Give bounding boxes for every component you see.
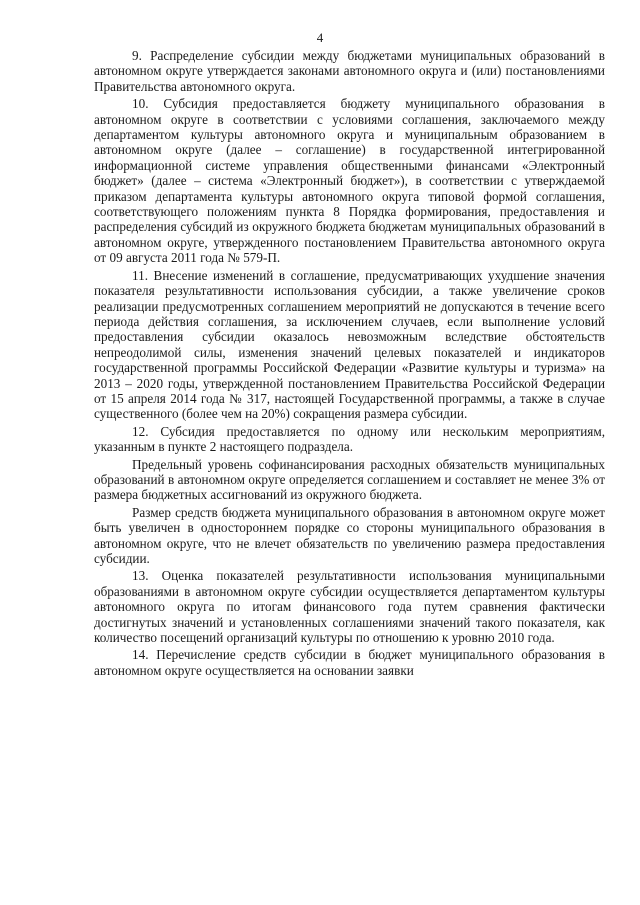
paragraph-14: 14. Перечисление средств субсидии в бюджет муниципального образования в автономном округе осуществляется на основании заявки [94,647,605,678]
paragraph-municipal-budget: Размер средств бюджета муниципального образования в автономном округе может быть увеличен в одностороннем порядке со стороны муниципального образования в автономном округе, что не влечет обязательств по увеличению размера предоставления субсидии. [94,504,605,566]
document-body [94,48,605,680]
paragraph-11: 11. Внесение изменений в соглашение, предусматривающих ухудшение значения показателя результативности использования субсидии, а также увеличение сроков реализации предусмотренных соглашением мероприятий не допускаются в течение всего периода действия соглашения, за исключением случаев, если выполнение условий предоставления субсидии оказалось невозможным вследствие обстоятельств непреодолимой силы, изменения значений целевых показателей и индикаторов государственной программы Российской Федерации «Развитие культуры и туризма» на 2013 – 2020 годы, утвержденной постановлением Правительства Российской Федерации от 15 апреля 2014 года № 317, настоящей Государственной программы, а также в случае существенного (более чем на 20%) сокращения размера субсидии. [94,267,605,422]
page-number: 4 [316,30,324,45]
paragraph-cofinancing: Предельный уровень софинансирования расходных обязательств муниципальных образований в автономном округе определяется соглашением и составляет не менее 3% от размера бюджетных ассигнований из окружного бюджета. [94,456,605,503]
paragraph-12: 12. Субсидия предоставляется по одному или нескольким мероприятиям, указанным в пункте 2 настоящего подраздела. [94,423,605,455]
paragraph-13: 13. Оценка показателей результативности использования муниципальными образованиями в автономном округе субсидии осуществляется департаментом культуры автономного округа по итогам финансового года путем сравнения фактически достигнутых значений и установленных соглашениями значений такого показателя, как количество посещений организаций культуры по отношению к уровню 2010 года. [94,568,605,646]
paragraph-10: 10. Субсидия предоставляется бюджету муниципального образования в автономном округе в соответствии с условиями соглашения, заключаемого между департаментом культуры автономного округа и муниципальным образованием в автономном округе (далее – соглашение) в государственной интегрированной информационной системе управления общественными финансами «Электронный бюджет» (далее – система «Электронный бюджет»), в соответствии с утверждаемой приказом департамента культуры автономного округа типовой формой соглашения, соответствующего положениям пункта 8 Порядка формирования, предоставления и распределения субсидий из окружного бюджета бюджетам муниципальных образований в автономном округе, утвержденного постановлением Правительства автономного округа от 09 августа 2011 года № 579-П. [94,96,605,266]
paragraph-9: 9. Распределение субсидии между бюджетами муниципальных образований в автономном округе утверждается законами автономного округа и (или) постановлениями Правительства автономного округа. [94,48,605,94]
